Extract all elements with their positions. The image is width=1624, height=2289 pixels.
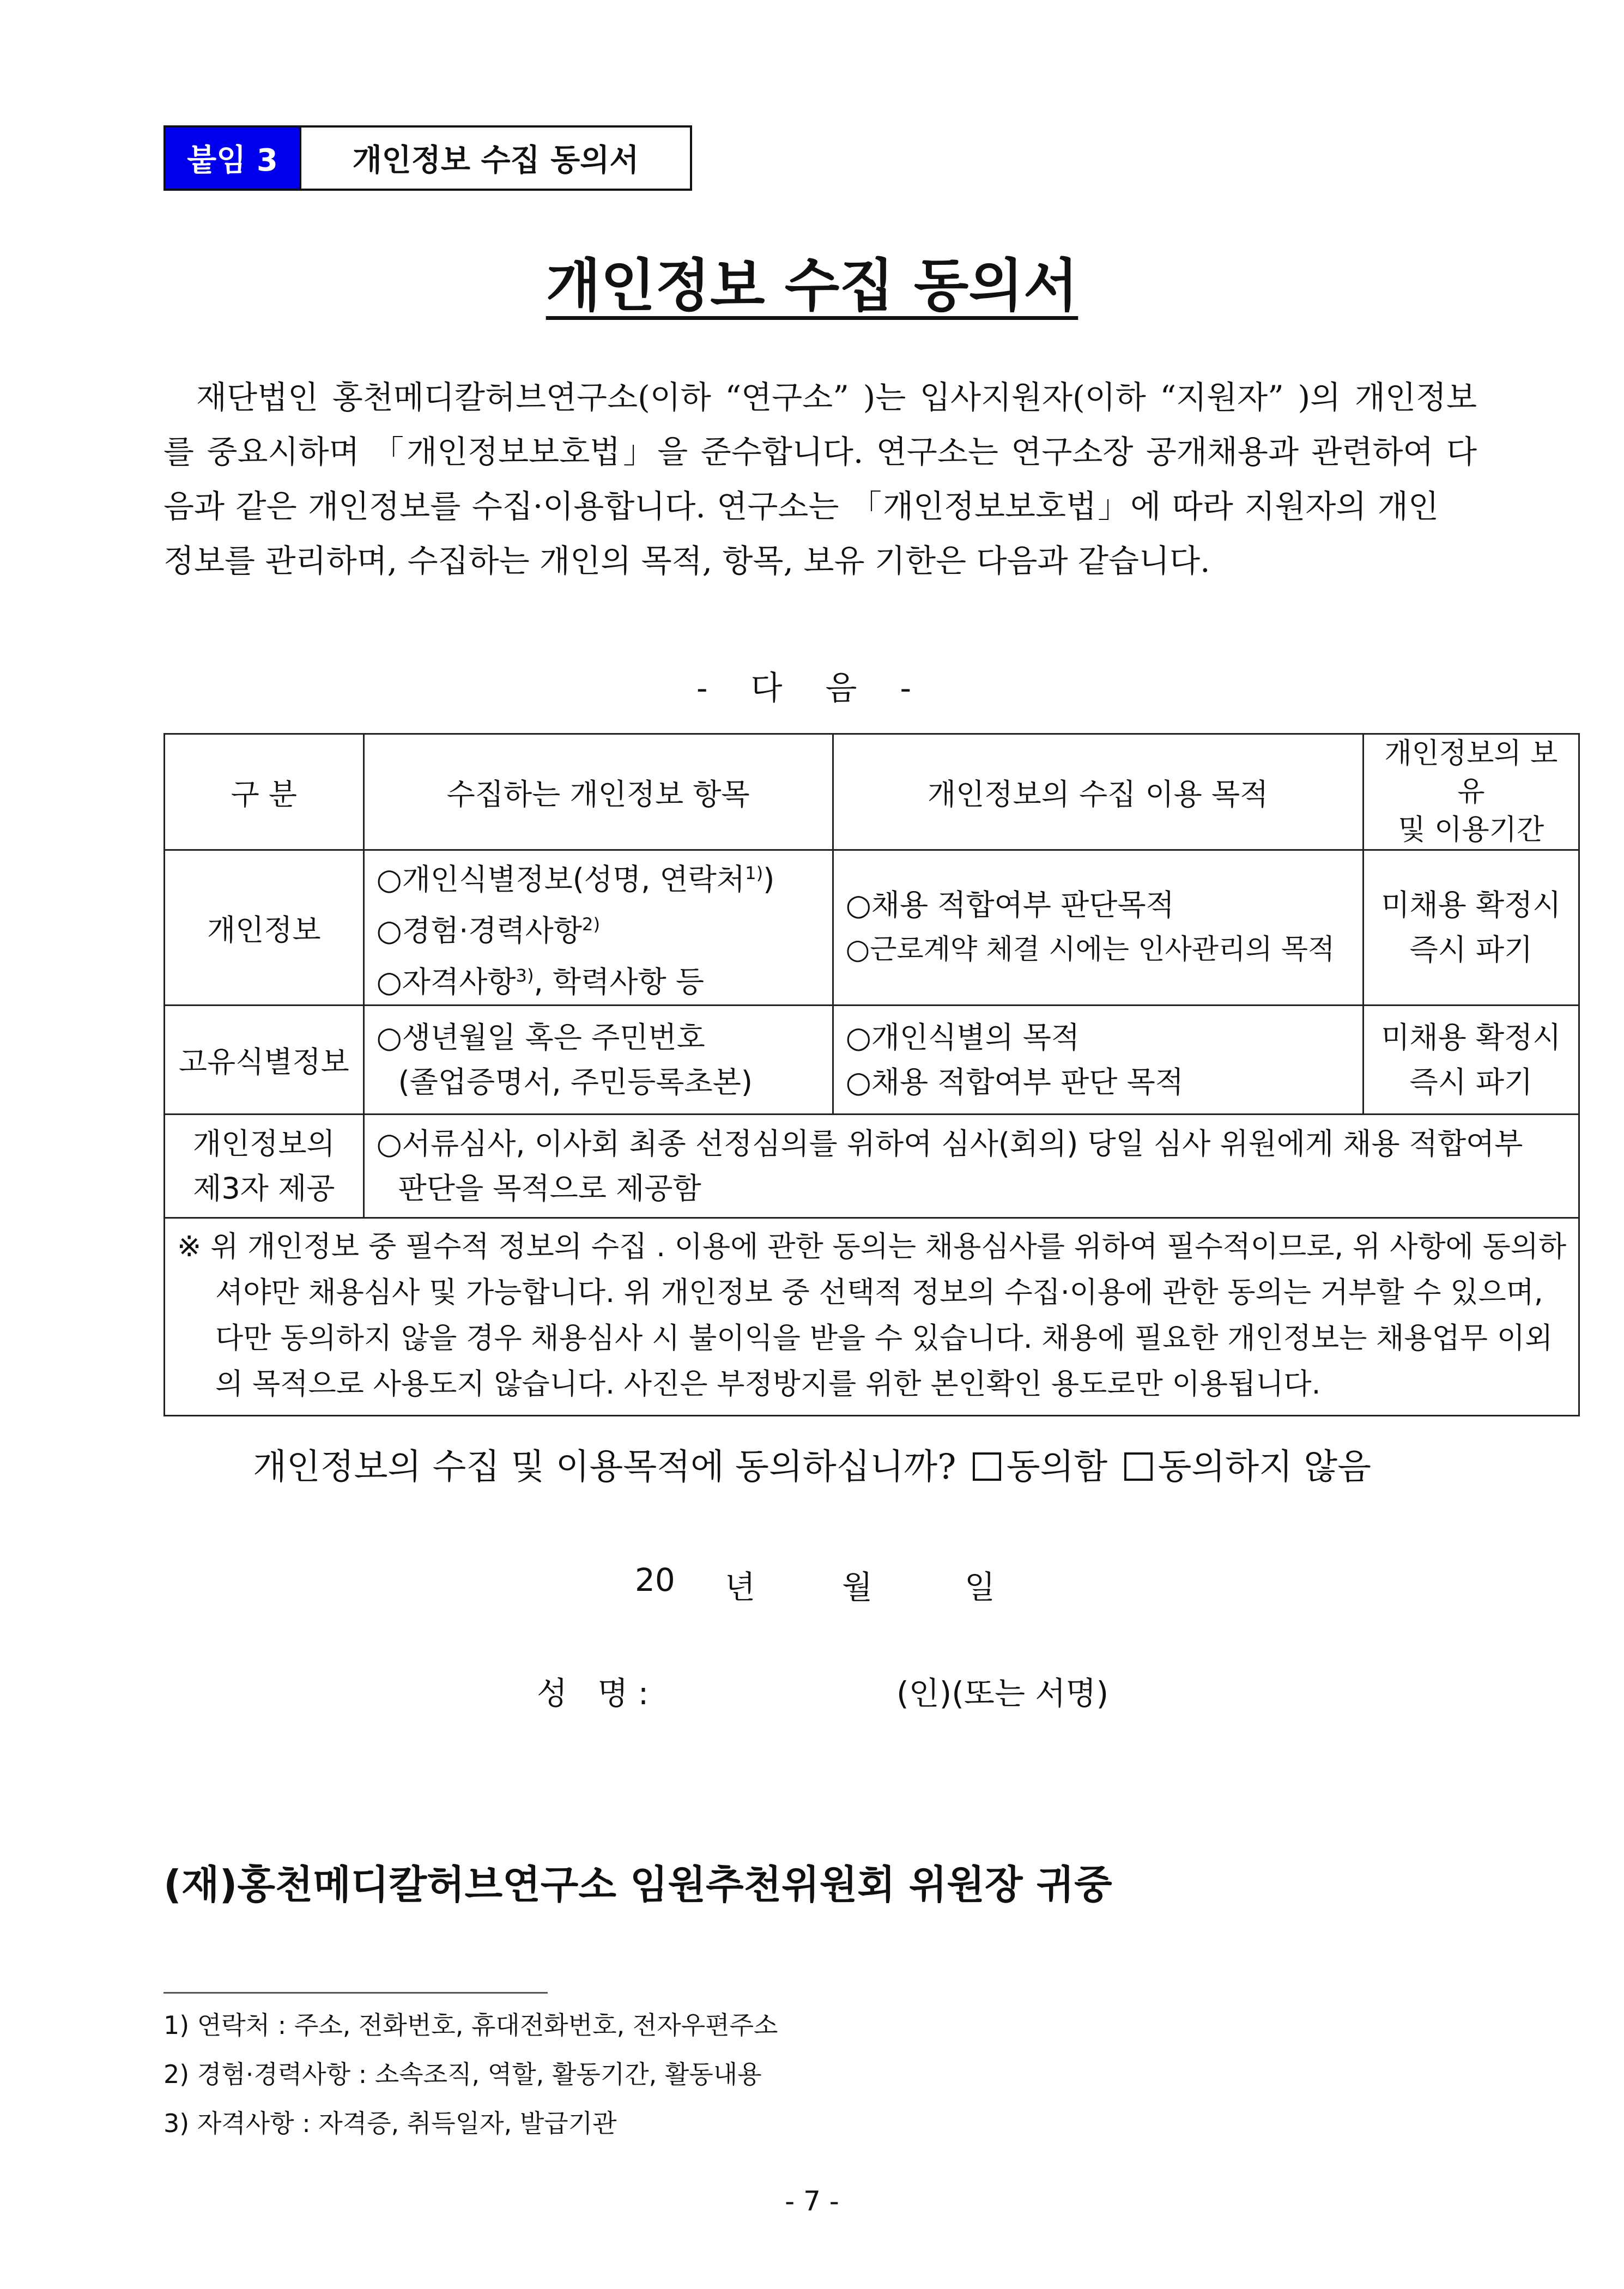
- row2-purpose: [833, 1006, 1363, 1115]
- row1-period: [1363, 850, 1579, 1006]
- row1-period-2: 즉시 파기: [1409, 932, 1533, 967]
- row1-item-2: [377, 902, 820, 953]
- table-note: [165, 1218, 1579, 1416]
- row3-category-1: 개인정보의: [192, 1126, 335, 1161]
- row3-category: [165, 1115, 364, 1218]
- table-row: [165, 1006, 1579, 1115]
- row2-period: [1363, 1006, 1579, 1115]
- intro-line-1: 재단법인 홍천메디칼허브연구소(이하 “연구소” )는 입사지원자(이하 “지원자” )의 개인정보: [196, 379, 1477, 416]
- row1-period-1: 미채용 확정시: [1381, 888, 1561, 922]
- consent-table: [163, 733, 1580, 1416]
- row3-text-2: 판단을 목적으로 제공함: [398, 1171, 701, 1206]
- note-line-4: 의 목적으로 사용도지 않습니다. 사진은 부정방지를 위한 본인확인 용도로만 이용됩니다.: [215, 1367, 1321, 1401]
- footnote-2: 2) 경험·경력사항 : 소속조직, 역할, 활동기간, 활동내용: [163, 2060, 762, 2089]
- note-line-1: ※ 위 개인정보 중 필수적 정보의 수집 . 이용에 관한 동의는 채용심사를 위하여 필수적이므로, 위 사항에 동의하: [177, 1230, 1567, 1263]
- date-day-label: 일: [965, 1569, 996, 1606]
- page-number: - 7 -: [785, 2185, 839, 2217]
- intro-line-3: 음과 같은 개인정보를 수집·이용합니다. 연구소는 「개인정보보호법」에 따라 지원자의 개인: [163, 488, 1439, 525]
- section-marker: - 다 음 -: [696, 669, 928, 707]
- consent-question: [163, 1439, 1461, 1489]
- row2-category: 고유식별정보: [165, 1006, 364, 1115]
- row1-item-1-end: ): [763, 862, 775, 897]
- attachment-label: [163, 125, 692, 191]
- table-note-row: [165, 1218, 1579, 1416]
- row2-purpose-2: ○채용 적합여부 판단 목적: [845, 1064, 1184, 1099]
- row2-item-2: (졸업증명서, 주민등록초본): [398, 1064, 753, 1099]
- page-title-text: 개인정보 수집 동의서: [546, 252, 1078, 319]
- signature-seal: (인)(또는 서명): [896, 1675, 1109, 1712]
- row3-category-2: 제3자 제공: [193, 1171, 335, 1206]
- disagree-checkbox[interactable]: [1124, 1452, 1153, 1481]
- row1-purpose-2: ○근로계약 체결 시에는 인사관리의 목적: [845, 934, 1335, 966]
- agree-label: 동의함: [1006, 1447, 1108, 1487]
- footnote-ref-1: 1): [744, 863, 763, 883]
- header-category: 구 분: [165, 734, 364, 850]
- header-period-line-2: 및 이용기간: [1398, 814, 1544, 846]
- row2-item-1: ○생년월일 혹은 주민번호: [376, 1020, 705, 1055]
- signature-label: 성 명 :: [537, 1675, 649, 1712]
- row1-purpose: [833, 850, 1363, 1006]
- row1-item-3-text: ○자격사항: [376, 965, 516, 999]
- footnote-divider: [163, 1992, 548, 1994]
- row1-category: 개인정보: [165, 850, 364, 1006]
- footnote-ref-3: 3): [516, 965, 534, 986]
- page-title: [0, 240, 1624, 322]
- row3-text-1: ○서류심사, 이사회 최종 선정심의를 위하여 심사(회의) 당일 심사 위원에게 채용 적합여부: [376, 1126, 1523, 1161]
- footnote-1: 1) 연락처 : 주소, 전화번호, 휴대전화번호, 전자우편주소: [163, 2011, 778, 2040]
- row1-items: [363, 850, 833, 1006]
- recipient: (재)홍천메디칼허브연구소 임원추천위원회 위원장 귀중: [163, 1862, 1112, 1908]
- row1-item-1: [377, 851, 820, 902]
- row1-item-2-text: ○경험·경력사항: [376, 913, 582, 948]
- row3-content: [363, 1115, 1579, 1218]
- row2-purpose-1: ○개인식별의 목적: [845, 1020, 1080, 1055]
- note-line-3: 다만 동의하지 않을 경우 채용심사 시 불이익을 받을 수 있습니다. 채용에 필요한 개인정보는 채용업무 이외: [215, 1322, 1553, 1355]
- table-row: [165, 850, 1579, 1006]
- attachment-tag: 붙임 3: [166, 128, 299, 189]
- row2-items: [363, 1006, 833, 1115]
- date-year-label: 년: [725, 1569, 756, 1606]
- footnote-ref-2: 2): [581, 914, 601, 935]
- header-purpose: 개인정보의 수집 이용 목적: [833, 734, 1363, 850]
- note-line-2: 셔야만 채용심사 및 가능합니다. 위 개인정보 중 선택적 정보의 수집·이용에 관한 동의는 거부할 수 있으며,: [215, 1276, 1543, 1309]
- row1-item-3-end: , 학력사항 등: [534, 965, 704, 999]
- header-items: 수집하는 개인정보 항목: [363, 734, 833, 850]
- date-year-prefix: 20: [635, 1561, 675, 1598]
- date-month-label: 월: [842, 1569, 873, 1606]
- attachment-title: 개인정보 수집 동의서: [299, 128, 690, 189]
- table-header-row: [165, 734, 1579, 850]
- row1-item-3: [377, 953, 820, 1004]
- row2-period-2: 즉시 파기: [1409, 1064, 1533, 1099]
- header-period: [1363, 734, 1579, 850]
- footnote-3: 3) 자격사항 : 자격증, 취득일자, 발급기관: [163, 2109, 617, 2138]
- intro-line-4: 정보를 관리하며, 수집하는 개인의 목적, 항목, 보유 기한은 다음과 같습니다.: [163, 542, 1210, 579]
- table-row: [165, 1115, 1579, 1218]
- row2-period-1: 미채용 확정시: [1381, 1020, 1561, 1055]
- disagree-label: 동의하지 않음: [1158, 1447, 1371, 1487]
- question-text: 개인정보의 수집 및 이용목적에 동의하십니까?: [253, 1447, 956, 1487]
- row1-purpose-1: ○채용 적합여부 판단목적: [845, 888, 1174, 922]
- header-period-line-1: 개인정보의 보유: [1384, 737, 1558, 808]
- row1-item-1-text: ○개인식별정보(성명, 연락처: [376, 862, 745, 897]
- agree-checkbox[interactable]: [973, 1452, 1001, 1481]
- intro-line-2: 를 중요시하며 「개인정보보호법」을 준수합니다. 연구소는 연구소장 공개채용과 관련하여 다: [163, 433, 1477, 470]
